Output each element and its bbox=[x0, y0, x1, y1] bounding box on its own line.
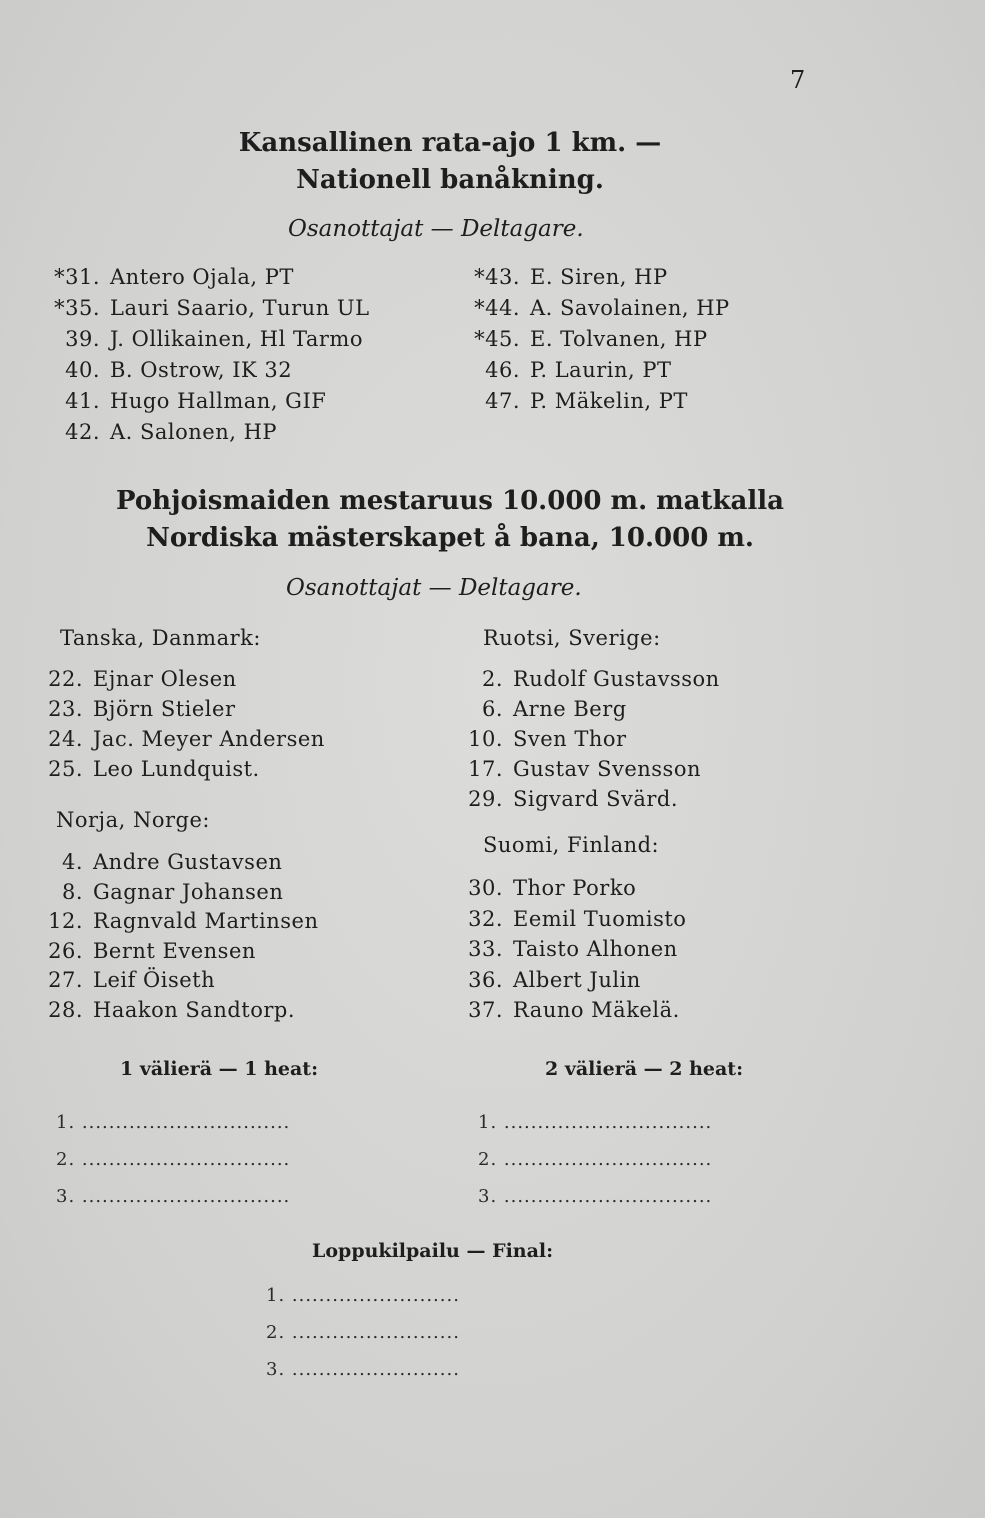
list-item: 27. Leif Öiseth bbox=[48, 968, 216, 993]
heat1-place-2: 2. ............................... bbox=[56, 1149, 291, 1170]
section1-participants-heading: Osanottajat — Deltagare. bbox=[288, 216, 584, 242]
section2-participants-heading: Osanottajat — Deltagare. bbox=[286, 575, 582, 601]
page-number: 7 bbox=[790, 66, 806, 94]
list-item: 46. P. Laurin, PT bbox=[485, 358, 672, 382]
section1-title-sv: Nationell banåkning. bbox=[296, 165, 604, 195]
denmark-list bbox=[26, 667, 325, 787]
final-place-2: 2. ......................... bbox=[266, 1322, 460, 1343]
final-place-3: 3. ......................... bbox=[266, 1359, 460, 1380]
list-item: 41. Hugo Hallman, GIF bbox=[65, 389, 327, 413]
section2-title-sv: Nordiska mästerskapet å bana, 10.000 m. bbox=[146, 523, 754, 553]
heat1-place-3: 3. ............................... bbox=[56, 1186, 291, 1207]
list-item: 24. Jac. Meyer Andersen bbox=[48, 727, 325, 751]
list-item: 22. Ejnar Olesen bbox=[48, 667, 237, 691]
section2-title-fi: Pohjoismaiden mestaruus 10.000 m. matkalla bbox=[115, 486, 784, 516]
list-item: 12. Ragnvald Martinsen bbox=[48, 909, 319, 934]
norway-list bbox=[26, 850, 318, 1028]
section1-left-list bbox=[44, 265, 370, 451]
list-item: 23. Björn Stieler bbox=[48, 697, 236, 721]
list-item: 37. Rauno Mäkelä. bbox=[468, 998, 680, 1022]
list-item: 6. Arne Berg bbox=[481, 697, 627, 721]
heat2-place-1: 1. ............................... bbox=[478, 1112, 713, 1133]
country-label-denmark: Tanska, Danmark: bbox=[60, 626, 261, 650]
finland-list bbox=[446, 876, 686, 1029]
list-item: *45. E. Tolvanen, HP bbox=[474, 327, 708, 351]
final-place-1: 1. ......................... bbox=[266, 1285, 460, 1306]
list-item: 8. Gagnar Johansen bbox=[61, 879, 284, 904]
list-item: 36. Albert Julin bbox=[468, 967, 641, 992]
list-item: 39. J. Ollikainen, Hl Tarmo bbox=[65, 327, 363, 351]
heat2-label: 2 välierä — 2 heat: bbox=[545, 1058, 744, 1080]
list-item: *43. E. Siren, HP bbox=[474, 265, 668, 289]
list-item: 17. Gustav Svensson bbox=[468, 757, 701, 781]
list-item: 25. Leo Lundquist. bbox=[48, 757, 260, 781]
list-item: 40. B. Ostrow, IK 32 bbox=[65, 358, 293, 382]
list-item: *31. Antero Ojala, PT bbox=[54, 265, 294, 289]
sweden-list bbox=[446, 667, 720, 817]
heat1-label: 1 välierä — 1 heat: bbox=[120, 1058, 319, 1080]
list-item: 29. Sigvard Svärd. bbox=[468, 787, 679, 811]
list-item: 26. Bernt Evensen bbox=[48, 938, 256, 963]
list-item: 47. P. Mäkelin, PT bbox=[485, 389, 688, 413]
section1-title-fi: Kansallinen rata-ajo 1 km. — bbox=[238, 128, 662, 158]
list-item: 33. Taisto Alhonen bbox=[468, 937, 678, 961]
section1-right-list bbox=[464, 265, 730, 420]
list-item: *44. A. Savolainen, HP bbox=[474, 296, 730, 320]
list-item: 28. Haakon Sandtorp. bbox=[48, 997, 296, 1022]
heat2-place-2: 2. ............................... bbox=[478, 1149, 713, 1170]
heat2-place-3: 3. ............................... bbox=[478, 1186, 713, 1207]
final-label: Loppukilpailu — Final: bbox=[312, 1240, 554, 1262]
list-item: 2. Rudolf Gustavsson bbox=[481, 667, 720, 691]
heat1-place-1: 1. ............................... bbox=[56, 1112, 291, 1133]
list-item: 42. A. Salonen, HP bbox=[65, 420, 278, 444]
list-item: 10. Sven Thor bbox=[468, 727, 627, 751]
list-item: *35. Lauri Saario, Turun UL bbox=[54, 296, 370, 320]
list-item: 32. Eemil Tuomisto bbox=[468, 906, 687, 931]
list-item: 4. Andre Gustavsen bbox=[61, 850, 283, 874]
country-label-finland: Suomi, Finland: bbox=[483, 833, 660, 857]
country-label-norway: Norja, Norge: bbox=[56, 808, 210, 832]
country-label-sweden: Ruotsi, Sverige: bbox=[483, 626, 661, 650]
list-item: 30. Thor Porko bbox=[468, 876, 637, 900]
